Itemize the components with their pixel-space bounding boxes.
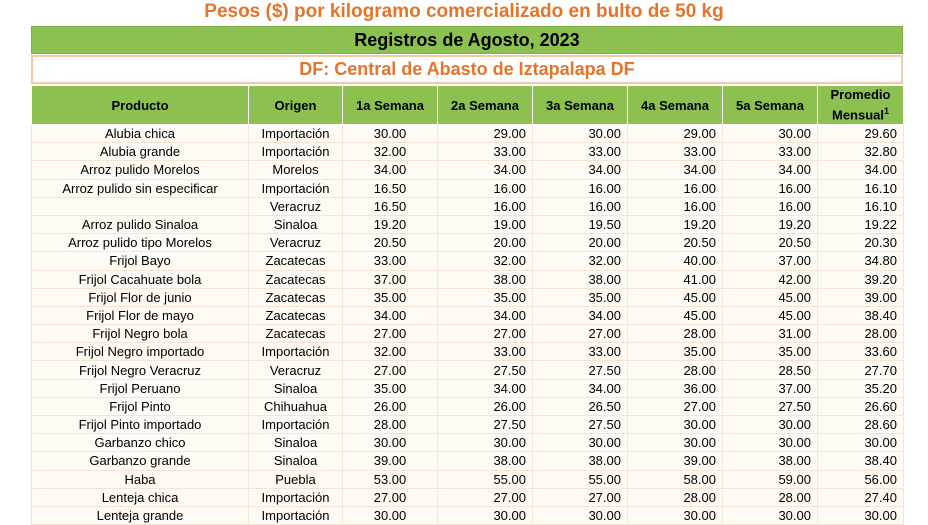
cell-origen: Importación	[249, 506, 343, 524]
cell-origen: Importación	[249, 488, 343, 506]
column-header-semana-2: 2a Semana	[438, 86, 533, 125]
table-row	[32, 488, 904, 506]
cell-semana-2: 27.50	[438, 416, 533, 434]
cell-promedio: 33.60	[818, 343, 904, 361]
cell-origen: Chihuahua	[249, 397, 343, 415]
column-header-producto: Producto	[32, 86, 249, 125]
cell-semana-5: 16.00	[723, 179, 818, 197]
cell-semana-5: 45.00	[723, 306, 818, 324]
cell-semana-1: 20.50	[343, 234, 438, 252]
cell-semana-1: 34.00	[343, 161, 438, 179]
cell-producto: Haba	[32, 470, 249, 488]
cell-semana-5: 30.00	[723, 434, 818, 452]
table-row	[32, 397, 904, 415]
cell-promedio: 30.00	[818, 506, 904, 524]
cell-semana-4: 41.00	[628, 270, 723, 288]
cell-promedio: 19.22	[818, 215, 904, 233]
cell-producto: Arroz pulido tipo Morelos	[32, 234, 249, 252]
prices-table	[31, 85, 904, 525]
cell-promedio: 28.00	[818, 325, 904, 343]
cell-origen: Zacatecas	[249, 306, 343, 324]
cell-origen: Importación	[249, 179, 343, 197]
cell-semana-3: 38.00	[533, 270, 628, 288]
cell-semana-4: 36.00	[628, 379, 723, 397]
table-row	[32, 288, 904, 306]
cell-semana-3: 19.50	[533, 215, 628, 233]
cell-semana-3: 34.00	[533, 379, 628, 397]
cell-producto: Frijol Pinto importado	[32, 416, 249, 434]
cell-producto: Frijol Negro Veracruz	[32, 361, 249, 379]
cell-origen: Importación	[249, 343, 343, 361]
cell-semana-3: 35.00	[533, 288, 628, 306]
cell-semana-3: 27.50	[533, 361, 628, 379]
cell-semana-2: 34.00	[438, 379, 533, 397]
cell-origen: Puebla	[249, 470, 343, 488]
cell-promedio: 35.20	[818, 379, 904, 397]
cell-semana-5: 34.00	[723, 161, 818, 179]
cell-semana-4: 30.00	[628, 506, 723, 524]
table-row	[32, 234, 904, 252]
cell-promedio: 20.30	[818, 234, 904, 252]
cell-producto: Frijol Cacahuate bola	[32, 270, 249, 288]
cell-promedio: 32.80	[818, 143, 904, 161]
cell-semana-1: 30.00	[343, 506, 438, 524]
cell-origen: Importación	[249, 143, 343, 161]
cell-semana-2: 16.00	[438, 197, 533, 215]
table-row	[32, 179, 904, 197]
cell-semana-2: 33.00	[438, 143, 533, 161]
cell-semana-1: 27.00	[343, 361, 438, 379]
cell-promedio: 56.00	[818, 470, 904, 488]
cell-semana-3: 27.50	[533, 416, 628, 434]
cell-promedio: 27.40	[818, 488, 904, 506]
cell-semana-1: 32.00	[343, 343, 438, 361]
cell-producto: Frijol Peruano	[32, 379, 249, 397]
cell-semana-3: 30.00	[533, 434, 628, 452]
cell-producto: Alubia chica	[32, 125, 249, 143]
cell-producto: Garbanzo grande	[32, 452, 249, 470]
cell-semana-2: 29.00	[438, 125, 533, 143]
cell-semana-5: 19.20	[723, 215, 818, 233]
cell-producto: Frijol Bayo	[32, 252, 249, 270]
column-header-semana-4: 4a Semana	[628, 86, 723, 125]
cell-semana-3: 55.00	[533, 470, 628, 488]
cell-semana-2: 20.00	[438, 234, 533, 252]
market-banner: DF: Central de Abasto de Iztapalapa DF	[31, 55, 903, 84]
cell-semana-1: 35.00	[343, 288, 438, 306]
cell-origen: Zacatecas	[249, 252, 343, 270]
cell-semana-1: 16.50	[343, 197, 438, 215]
cell-semana-2: 27.00	[438, 325, 533, 343]
cell-origen: Importación	[249, 416, 343, 434]
cell-origen: Sinaloa	[249, 452, 343, 470]
cell-promedio: 27.70	[818, 361, 904, 379]
cell-origen: Veracruz	[249, 197, 343, 215]
cell-semana-3: 34.00	[533, 306, 628, 324]
cell-origen: Sinaloa	[249, 215, 343, 233]
cell-promedio: 39.00	[818, 288, 904, 306]
cell-producto: Arroz pulido Sinaloa	[32, 215, 249, 233]
cell-semana-5: 30.00	[723, 125, 818, 143]
cell-producto: Arroz pulido Morelos	[32, 161, 249, 179]
cell-semana-3: 27.00	[533, 325, 628, 343]
table-row	[32, 252, 904, 270]
cell-semana-3: 32.00	[533, 252, 628, 270]
cell-semana-5: 38.00	[723, 452, 818, 470]
cell-producto	[32, 197, 249, 215]
cell-semana-5: 31.00	[723, 325, 818, 343]
cell-semana-2: 26.00	[438, 397, 533, 415]
cell-semana-2: 30.00	[438, 506, 533, 524]
cell-semana-2: 30.00	[438, 434, 533, 452]
cell-semana-1: 35.00	[343, 379, 438, 397]
cell-semana-2: 38.00	[438, 270, 533, 288]
cell-origen: Morelos	[249, 161, 343, 179]
cell-semana-5: 30.00	[723, 506, 818, 524]
cell-semana-4: 30.00	[628, 434, 723, 452]
table-header-row	[32, 86, 904, 125]
cell-producto: Frijol Negro bola	[32, 325, 249, 343]
table-row	[32, 343, 904, 361]
cell-promedio: 26.60	[818, 397, 904, 415]
cell-semana-2: 34.00	[438, 306, 533, 324]
cell-semana-4: 16.00	[628, 197, 723, 215]
promedio-label: Promedio Mensual	[830, 87, 891, 123]
cell-origen: Sinaloa	[249, 379, 343, 397]
table-row	[32, 325, 904, 343]
cell-semana-3: 16.00	[533, 197, 628, 215]
cell-semana-2: 27.00	[438, 488, 533, 506]
cell-semana-3: 33.00	[533, 343, 628, 361]
cell-semana-2: 34.00	[438, 161, 533, 179]
cell-semana-3: 27.00	[533, 488, 628, 506]
cell-semana-1: 30.00	[343, 434, 438, 452]
table-row	[32, 161, 904, 179]
table-row	[32, 306, 904, 324]
cell-producto: Frijol Negro importado	[32, 343, 249, 361]
cell-origen: Zacatecas	[249, 270, 343, 288]
cell-semana-1: 32.00	[343, 143, 438, 161]
cell-promedio: 34.00	[818, 161, 904, 179]
cell-semana-5: 45.00	[723, 288, 818, 306]
cell-semana-2: 38.00	[438, 452, 533, 470]
cell-semana-2: 19.00	[438, 215, 533, 233]
footnote-mark: 1	[884, 106, 890, 117]
cell-promedio: 34.80	[818, 252, 904, 270]
cell-semana-4: 40.00	[628, 252, 723, 270]
cell-semana-4: 19.20	[628, 215, 723, 233]
cell-origen: Zacatecas	[249, 288, 343, 306]
cell-semana-1: 26.00	[343, 397, 438, 415]
cell-semana-1: 27.00	[343, 488, 438, 506]
table-row	[32, 361, 904, 379]
cell-semana-5: 16.00	[723, 197, 818, 215]
cell-semana-4: 39.00	[628, 452, 723, 470]
cell-semana-5: 28.00	[723, 488, 818, 506]
cell-semana-5: 37.00	[723, 379, 818, 397]
cell-semana-4: 35.00	[628, 343, 723, 361]
cell-semana-3: 20.00	[533, 234, 628, 252]
cell-semana-4: 20.50	[628, 234, 723, 252]
cell-producto: Lenteja grande	[32, 506, 249, 524]
cell-semana-1: 53.00	[343, 470, 438, 488]
table-row	[32, 416, 904, 434]
cell-semana-3: 16.00	[533, 179, 628, 197]
cell-semana-2: 27.50	[438, 361, 533, 379]
cell-semana-1: 39.00	[343, 452, 438, 470]
cell-semana-2: 35.00	[438, 288, 533, 306]
cell-promedio: 16.10	[818, 179, 904, 197]
table-row	[32, 379, 904, 397]
cell-semana-4: 28.00	[628, 361, 723, 379]
cell-semana-4: 33.00	[628, 143, 723, 161]
cell-origen: Sinaloa	[249, 434, 343, 452]
table-row	[32, 143, 904, 161]
table-row	[32, 270, 904, 288]
cell-semana-1: 28.00	[343, 416, 438, 434]
cell-semana-4: 28.00	[628, 488, 723, 506]
cell-semana-4: 45.00	[628, 306, 723, 324]
table-row	[32, 434, 904, 452]
cell-producto: Lenteja chica	[32, 488, 249, 506]
column-header-semana-3: 3a Semana	[533, 86, 628, 125]
cell-semana-3: 38.00	[533, 452, 628, 470]
cell-producto: Frijol Flor de junio	[32, 288, 249, 306]
cell-semana-2: 32.00	[438, 252, 533, 270]
table-row	[32, 452, 904, 470]
page-title: Pesos ($) por kilogramo comercializado en bulto de 50 kg	[204, 1, 724, 22]
cell-semana-4: 30.00	[628, 416, 723, 434]
table-row	[32, 215, 904, 233]
cell-origen: Importación	[249, 125, 343, 143]
cell-semana-3: 30.00	[533, 125, 628, 143]
cell-semana-5: 28.50	[723, 361, 818, 379]
cell-semana-1: 37.00	[343, 270, 438, 288]
cell-semana-4: 45.00	[628, 288, 723, 306]
column-header-promedio	[818, 86, 904, 125]
table-row	[32, 197, 904, 215]
cell-semana-1: 34.00	[343, 306, 438, 324]
cell-producto: Garbanzo chico	[32, 434, 249, 452]
cell-semana-2: 16.00	[438, 179, 533, 197]
cell-semana-1: 33.00	[343, 252, 438, 270]
cell-semana-3: 30.00	[533, 506, 628, 524]
cell-semana-4: 34.00	[628, 161, 723, 179]
table-row	[32, 470, 904, 488]
cell-semana-5: 30.00	[723, 416, 818, 434]
cell-semana-1: 27.00	[343, 325, 438, 343]
cell-semana-5: 59.00	[723, 470, 818, 488]
cell-semana-4: 27.00	[628, 397, 723, 415]
column-header-origen: Origen	[249, 86, 343, 125]
cell-semana-3: 33.00	[533, 143, 628, 161]
cell-semana-2: 33.00	[438, 343, 533, 361]
cell-promedio: 38.40	[818, 306, 904, 324]
cell-semana-1: 19.20	[343, 215, 438, 233]
cell-semana-5: 42.00	[723, 270, 818, 288]
cell-semana-1: 30.00	[343, 125, 438, 143]
cell-semana-4: 29.00	[628, 125, 723, 143]
cell-origen: Veracruz	[249, 361, 343, 379]
cell-origen: Zacatecas	[249, 325, 343, 343]
cell-origen: Veracruz	[249, 234, 343, 252]
cell-semana-4: 16.00	[628, 179, 723, 197]
cell-semana-5: 33.00	[723, 143, 818, 161]
cell-promedio: 16.10	[818, 197, 904, 215]
cell-promedio: 38.40	[818, 452, 904, 470]
cell-semana-5: 35.00	[723, 343, 818, 361]
records-period-banner: Registros de Agosto, 2023	[31, 26, 903, 54]
cell-promedio: 28.60	[818, 416, 904, 434]
cell-producto: Frijol Pinto	[32, 397, 249, 415]
cell-semana-5: 37.00	[723, 252, 818, 270]
table-row	[32, 125, 904, 143]
cell-semana-1: 16.50	[343, 179, 438, 197]
cell-semana-3: 34.00	[533, 161, 628, 179]
cell-producto: Alubia grande	[32, 143, 249, 161]
cell-producto: Arroz pulido sin especificar	[32, 179, 249, 197]
cell-promedio: 30.00	[818, 434, 904, 452]
column-header-semana-1: 1a Semana	[343, 86, 438, 125]
cell-semana-5: 20.50	[723, 234, 818, 252]
cell-promedio: 29.60	[818, 125, 904, 143]
cell-semana-2: 55.00	[438, 470, 533, 488]
cell-semana-5: 27.50	[723, 397, 818, 415]
cell-producto: Frijol Flor de mayo	[32, 306, 249, 324]
cell-semana-4: 28.00	[628, 325, 723, 343]
cell-promedio: 39.20	[818, 270, 904, 288]
column-header-semana-5: 5a Semana	[723, 86, 818, 125]
cell-semana-4: 58.00	[628, 470, 723, 488]
cell-semana-3: 26.50	[533, 397, 628, 415]
